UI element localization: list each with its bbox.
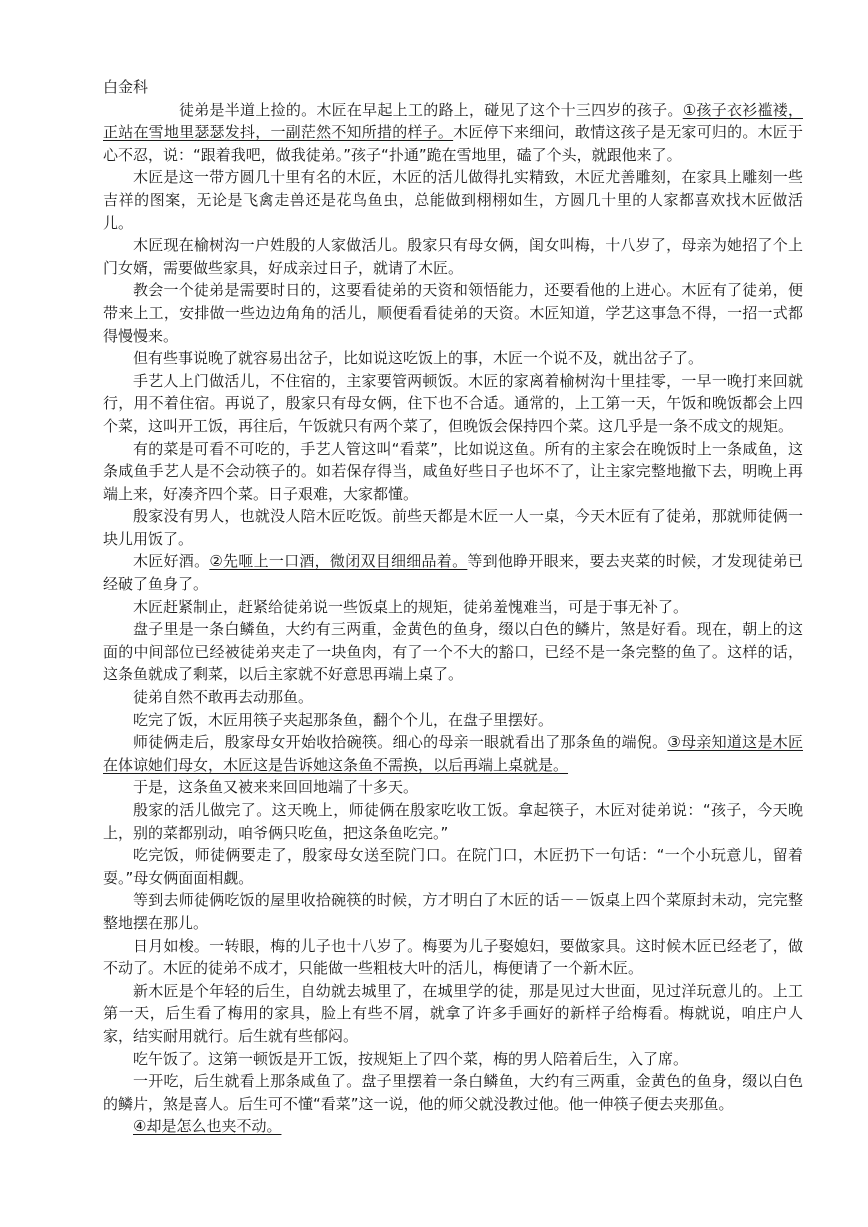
paragraph-text: 盘子里是一条白鳞鱼，大约有三两重，金黄色的鱼身，缀以白色的鳞片，煞是好看。现在，朝上的这面的中间部位已经被徒弟夹走了一块鱼肉，有了一个不大的豁口，已经不是一条完整的鱼了。这样的话，这条鱼就成了剩菜，以后主家就不好意思再端上桌了。 [103, 620, 803, 684]
underlined-sentence: ①孩子衣衫褴褛，正站在雪地里瑟瑟发抖，一副茫然不知所措的样子。 [103, 100, 803, 142]
paragraph-text: 徒弟自然不敢再去动那鱼。 [133, 688, 314, 707]
paragraph-text: 教会一个徒弟是需要时日的，这要看徒弟的天资和领悟能力，还要看他的上进心。木匠有了徒弟，便带来上工，安排做一些边边角角的活儿，顺便看看徒弟的天资。木匠知道，学艺这事急不得，一招一式都得慢慢来。 [103, 281, 803, 345]
paragraph-text: 吃完了饭，木匠用筷子夹起那条鱼，翻个个儿，在盘子里摆好。 [133, 710, 554, 729]
paragraph [103, 596, 803, 619]
underlined-sentence: ③母亲知道这是木匠在体谅她们母女，木匠这是告诉她这条鱼不需换，以后再端上桌就是。 [103, 733, 803, 774]
paragraph-text: 木匠好酒。 [133, 552, 210, 571]
paragraph [103, 844, 803, 889]
paragraph-text: 日月如梭。一转眼，梅的儿子也十八岁了。梅要为儿子娶媳妇，要做家具。这时候木匠已经老了，做不动了。木匠的徒弟不成才，只能做一些粗枝大叶的活儿，梅便请了一个新木匠。 [103, 936, 803, 978]
paragraph-text: 吃完饭，师徒俩要走了，殷家母女送至院门口。在院门口，木匠扔下一句话：“一个小玩意儿，留着耍。”母女俩面面相觑。 [103, 846, 803, 887]
paragraph-text: 一开吃，后生就看上那条咸鱼了。盘子里摆着一条白鳞鱼，大约有三两重，金黄色的鱼身，缀以白色的鳞片，煞是喜人。后生可不懂“看菜”这一说，他的师父就没教过他。他一伸筷子便去夹那鱼。 [103, 1072, 803, 1113]
paragraph-text: 新木匠是个年轻的后生，自幼就去城里了，在城里学的徒，那是见过大世面，见过洋玩意儿的。上工第一天，后生看了梅用的家具，脸上有些不屑，就拿了许多手画好的新样子给梅看。梅就说，咱庄户人家，结实耐用就行。后生就有些郁闷。 [103, 981, 803, 1045]
paragraph-text: 等到他睁开眼来，要去夹菜的时候，才发现徒弟已经破了鱼身了。 [103, 552, 803, 594]
paragraph-text: 木匠停下来细问，敢情这孩子是无家可归的。木匠于心不忍，说：“跟着我吧，做我徒弟。”孩子“扑通”跪在雪地里，磕了个头，就跟他来了。 [103, 123, 803, 164]
paragraph [103, 1048, 803, 1071]
paragraph [103, 1115, 803, 1138]
paragraph-text: 师徒俩走后，殷家母女开始收拾碗筷。细心的母亲一眼就看出了那条鱼的端倪。 [133, 733, 668, 752]
article-paragraphs [103, 99, 803, 1138]
paragraph-text: 木匠现在榆树沟一户姓殷的人家做活儿。殷家只有母女俩，闺女叫梅，十八岁了，母亲为她招了个上门女婿，需要做些家具，好成亲过日子，就请了木匠。 [103, 236, 803, 277]
paragraph-text: 手艺人上门做活儿，不住宿的，主家要管两顿饭。木匠的家离着榆树沟十里挂零，一早一晚打来回就行，用不着住宿。再说了，殷家只有母女俩，住下也不合适。通常的，上工第一天，午饭和晚饭都会上四个菜，这叫开工饭，再往后，午饭就只有两个菜了，但晚饭会保持四个菜。这几乎是一条不成文的规矩。 [103, 371, 803, 435]
paragraph [103, 731, 803, 776]
paragraph [103, 618, 803, 686]
paragraph-text: 殷家没有男人，也就没人陪木匠吃饭。前些天都是木匠一人一桌，今天木匠有了徒弟，那就师徒俩一块儿用饭了。 [103, 507, 803, 548]
paragraph-text: 于是，这条鱼又被来来回回地端了十多天。 [133, 778, 419, 797]
paragraph [103, 370, 803, 438]
paragraph-text: 木匠是这一带方圆几十里有名的木匠，木匠的活儿做得扎实精致，木匠尤善雕刻，在家具上雕刻一些吉祥的图案，无论是飞禽走兽还是花鸟鱼虫，总能做到栩栩如生，方圆几十里的人家都喜欢找木匠做活儿。 [103, 168, 803, 232]
underlined-sentence: ②先咂上一口酒，微闭双目细细品着。 [209, 552, 468, 571]
paragraph [103, 686, 803, 709]
paragraph-text: 徒弟是半道上捡的。木匠在早起上工的路上，碰见了这个十三四岁的孩子。 [179, 100, 683, 119]
paragraph [103, 99, 803, 167]
paragraph [103, 935, 803, 980]
underlined-sentence: ④却是怎么也夹不动。 [133, 1117, 282, 1136]
article-body [103, 76, 803, 1138]
paragraph [103, 776, 803, 799]
paragraph-text: 木匠赶紧制止，赶紧给徒弟说一些饭桌上的规矩，徒弟羞愧难当，可是于事无补了。 [133, 597, 689, 616]
article-author: 白金科 [103, 78, 149, 96]
paragraph [103, 709, 803, 732]
paragraph-text: 殷家的活儿做完了。这天晚上，师徒俩在殷家吃收工饭。拿起筷子，木匠对徒弟说：“孩子，今天晚上，别的菜都别动，咱爷俩只吃鱼，把这条鱼吃完。” [103, 801, 803, 842]
paragraph [103, 980, 803, 1048]
paragraph [103, 438, 803, 506]
paragraph-text: 有的菜是可看不可吃的，手艺人管这叫“看菜”，比如说这鱼。所有的主家会在晚饭时上一条咸鱼，这条咸鱼手艺人是不会动筷子的。如若保存得当，咸鱼好些日子也坏不了，让主家完整地撤下去，明晚上再端上来，好凑齐四个菜。日子艰难，大家都懂。 [103, 439, 803, 503]
paragraph-text: 吃午饭了。这第一顿饭是开工饭，按规矩上了四个菜，梅的男人陪着后生，入了席。 [133, 1049, 689, 1068]
paragraph [103, 550, 803, 595]
paragraph [103, 889, 803, 934]
paragraph-text: 但有些事说晚了就容易出岔子，比如说这吃饭上的事，木匠一个说不及，就出岔子了。 [133, 349, 704, 368]
paragraph [103, 1070, 803, 1115]
paragraph-text: 等到去师徒俩吃饭的屋里收拾碗筷的时候，方才明白了木匠的话－－饭桌上四个菜原封未动，完完整整地摆在那儿。 [103, 891, 803, 932]
paragraph [103, 279, 803, 347]
paragraph [103, 347, 803, 370]
paragraph [103, 799, 803, 844]
paragraph [103, 234, 803, 279]
paragraph [103, 505, 803, 550]
paragraph [103, 166, 803, 234]
